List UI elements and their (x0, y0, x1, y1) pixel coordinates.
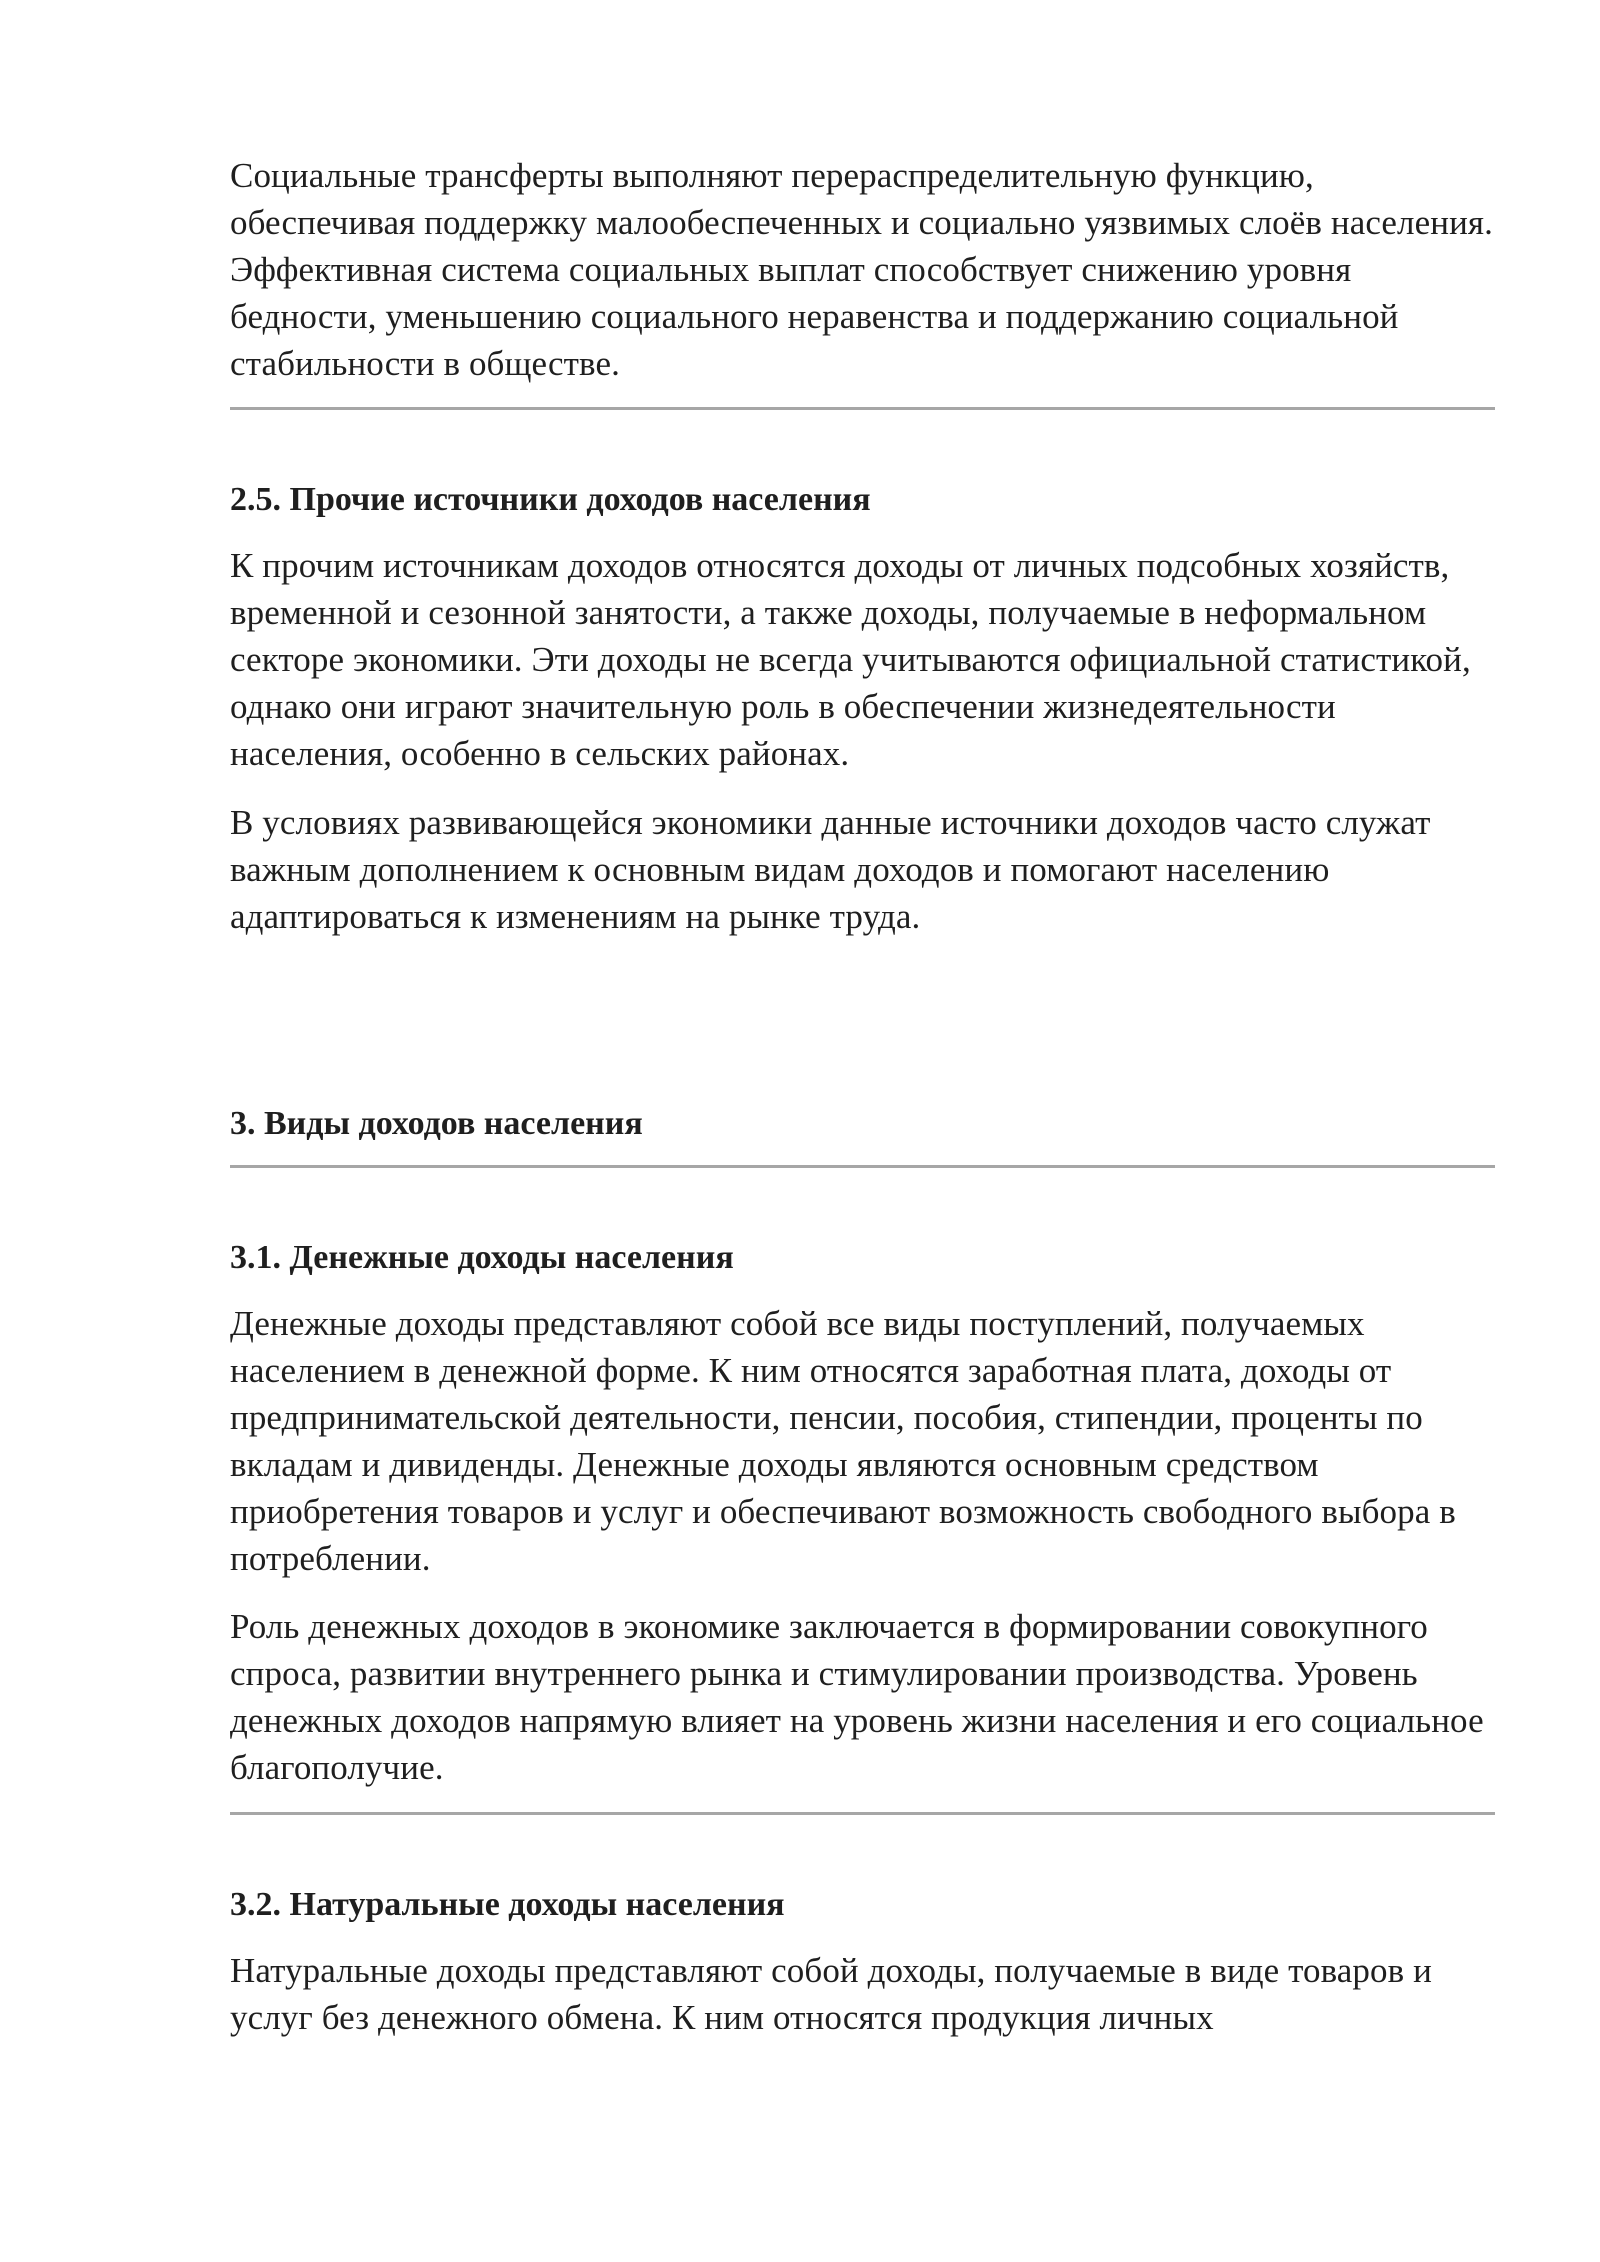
section-3 (230, 1102, 1495, 1146)
section-heading-3-2: 3.2. Натуральные доходы населения (230, 1886, 785, 1923)
section-2-5-paragraph-1-block (230, 542, 1495, 777)
paragraph-monetary-income-role: Роль денежных доходов в экономике заключается в формировании совокупного спроса, развитии внутреннего рынка и стимулировании производства. Уровень денежных доходов напрямую влияет на уровень жизни населения и его социальное благополучие. (230, 1607, 1484, 1787)
intro-paragraph-block (230, 152, 1495, 387)
section-3-1-paragraph-1-block (230, 1300, 1495, 1582)
section-3-1-paragraph-2-block (230, 1603, 1495, 1791)
section-2-5-paragraph-2-block (230, 799, 1495, 940)
paragraph-monetary-income: Денежные доходы представляют собой все виды поступлений, получаемых населением в денежной форме. К ним относятся заработная плата, доходы от предпринимательской деятельности, пенсии, пособия, стипендии, проценты по вкладам и дивиденды. Денежные доходы являются основным средством приобретения товаров и услуг и обеспечивают возможность свободного выбора в потреблении. (230, 1304, 1456, 1578)
section-3-1 (230, 1236, 1495, 1280)
section-divider (230, 1812, 1495, 1815)
section-heading-3-1: 3.1. Денежные доходы населения (230, 1239, 734, 1276)
section-heading-3: 3. Виды доходов населения (230, 1105, 643, 1142)
section-heading-2-5: 2.5. Прочие источники доходов населения (230, 481, 871, 518)
section-3-2 (230, 1883, 1495, 1927)
section-divider (230, 1165, 1495, 1168)
section-3-2-paragraph-1-block (230, 1947, 1495, 2041)
paragraph-other-income-sources: К прочим источникам доходов относятся доходы от личных подсобных хозяйств, временной и сезонной занятости, а также доходы, получаемые в неформальном секторе экономики. Эти доходы не всегда учитываются официальной статистикой, однако они играют значительную роль в обеспечении жизнедеятельности населения, особенно в сельских районах. (230, 546, 1471, 773)
section-divider (230, 407, 1495, 410)
paragraph-natural-income: Натуральные доходы представляют собой доходы, получаемые в виде товаров и услуг без денежного обмена. К ним относятся продукция личных (230, 1951, 1432, 2037)
paragraph-social-transfers: Социальные трансферты выполняют перераспределительную функцию, обеспечивая поддержку малообеспеченных и социально уязвимых слоёв населения. Эффективная система социальных выплат способствует снижению уровня бедности, уменьшению социального неравенства и поддержанию социальной стабильности в обществе. (230, 156, 1493, 383)
paragraph-developing-economy: В условиях развивающейся экономики данные источники доходов часто служат важным дополнением к основным видам доходов и помогают населению адаптироваться к изменениям на рынке труда. (230, 803, 1431, 936)
section-2-5 (230, 478, 1495, 522)
